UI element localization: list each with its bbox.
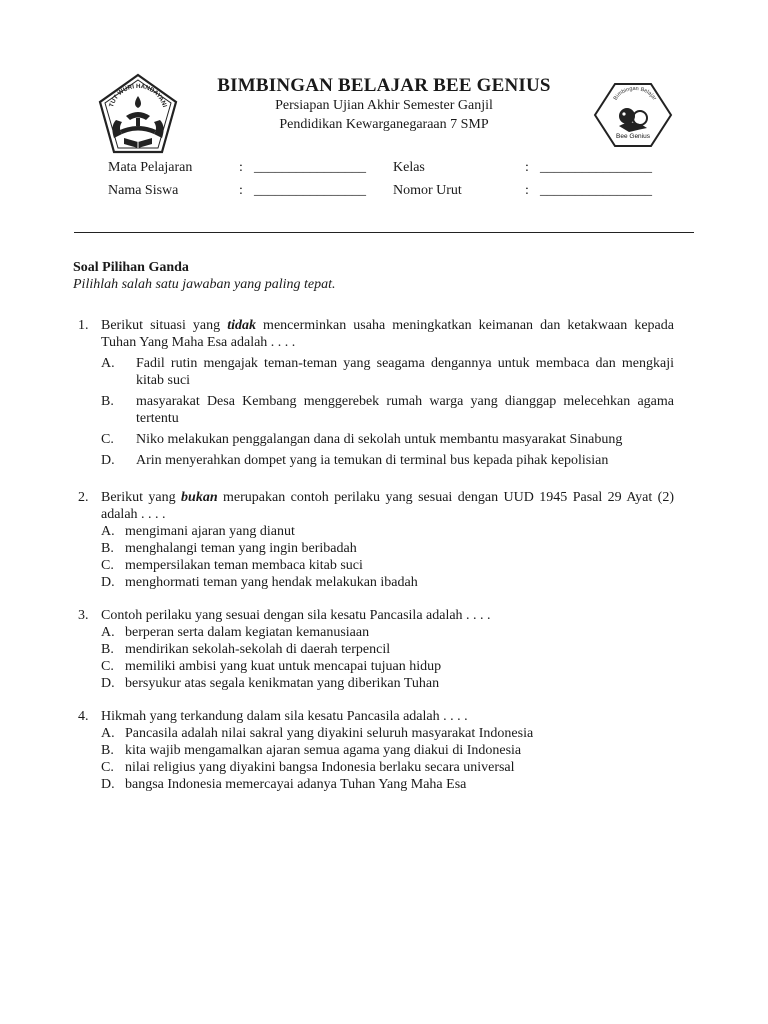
option-d[interactable]: D. menghormati teman yang hendak melakukan ibadah (101, 575, 418, 590)
question-text: Berikut situasi yang tidak mencerminkan usaha meningkatkan keimanan dan ketakwaan kepada Tuhan Yang Maha Esa adalah . . . . (101, 318, 674, 350)
nama-siswa-label: Nama Siswa (108, 183, 179, 198)
mata-pelajaran-label: Mata Pelajaran (108, 160, 193, 175)
question-text: Berikut yang bukan merupakan contoh perilaku yang sesuai dengan UUD 1945 Pasal 29 Ayat (2) adalah . . . . (101, 490, 674, 522)
option-c[interactable]: C. mempersilakan teman membaca kitab suci (101, 558, 363, 573)
subtitle-exam: Persiapan Ujian Akhir Semester Ganjil (275, 98, 493, 113)
question-number: 2. (78, 490, 89, 505)
section-title: Soal Pilihan Ganda (73, 260, 189, 275)
option-d[interactable]: D. bangsa Indonesia memercayai adanya Tuhan Yang Maha Esa (101, 777, 467, 792)
option-a[interactable]: A. Fadil rutin mengajak teman-teman yang seagama dengannya untuk membaca dan mengkaji kitab suci (101, 356, 674, 388)
question-3 (78, 607, 674, 692)
option-d[interactable]: D. bersyukur atas segala kenikmatan yang diberikan Tuhan (101, 676, 440, 691)
nama-siswa-colon: : (239, 183, 243, 198)
question-list (78, 317, 674, 809)
nomor-urut-label: Nomor Urut (393, 183, 462, 198)
logo-text: TUT WURI HANDAYANI (108, 82, 169, 109)
page-title: BIMBINGAN BELAJAR BEE GENIUS (217, 75, 551, 96)
nama-siswa-blank[interactable]: ________________ (254, 183, 366, 198)
option-a[interactable]: A. berperan serta dalam kegiatan kemanusiaan (101, 625, 370, 640)
option-b[interactable]: B. kita wajib mengamalkan ajaran semua agama yang diakui di Indonesia (101, 743, 522, 758)
option-a[interactable]: A. mengimani ajaran yang dianut (101, 524, 295, 539)
option-d[interactable]: D. Arin menyerahkan dompet yang ia temukan di terminal bus kepada pihak kepolisian (101, 453, 609, 468)
option-b[interactable]: B. masyarakat Desa Kembang menggerebek rumah warga yang dianggap melecehkan agama tertentu (101, 394, 674, 426)
kelas-colon: : (525, 160, 529, 175)
kelas-blank[interactable]: ________________ (540, 160, 652, 175)
question-text: Hikmah yang terkandung dalam sila kesatu Pancasila adalah . . . . (101, 709, 468, 724)
subtitle-subject: Pendidikan Kewarganegaraan 7 SMP (279, 117, 489, 132)
bee-genius-logo (593, 82, 673, 148)
question-number: 1. (78, 318, 89, 333)
logo-top-text: Bimbingan Belajar (612, 85, 658, 102)
option-b[interactable]: B. menghalangi teman yang ingin beribadah (101, 541, 357, 556)
question-4 (78, 708, 674, 793)
option-c[interactable]: C. memiliki ambisi yang kuat untuk mencapai tujuan hidup (101, 659, 442, 674)
nomor-urut-blank[interactable]: ________________ (540, 183, 652, 198)
option-b[interactable]: B. mendirikan sekolah-sekolah di daerah terpencil (101, 642, 391, 657)
question-text: Contoh perilaku yang sesuai dengan sila kesatu Pancasila adalah . . . . (101, 608, 491, 623)
section-instruction: Pilihlah salah satu jawaban yang paling tepat. (73, 277, 336, 292)
question-2 (78, 489, 674, 591)
option-c[interactable]: C. nilai religius yang diyakini bangsa Indonesia berlaku secara universal (101, 760, 515, 775)
mata-pelajaran-blank[interactable]: ________________ (254, 160, 366, 175)
nomor-urut-colon: : (525, 183, 529, 198)
question-number: 3. (78, 608, 89, 623)
question-number: 4. (78, 709, 89, 724)
kelas-label: Kelas (393, 160, 425, 175)
question-1 (78, 317, 674, 473)
mata-pelajaran-colon: : (239, 160, 243, 175)
header-divider (74, 232, 694, 233)
logo-bottom-text: Bee Genius (616, 133, 650, 140)
option-a[interactable]: A. Pancasila adalah nilai sakral yang diyakini seluruh masyarakat Indonesia (101, 726, 534, 741)
option-c[interactable]: C. Niko melakukan penggalangan dana di sekolah untuk membantu masyarakat Sinabung (101, 432, 623, 447)
